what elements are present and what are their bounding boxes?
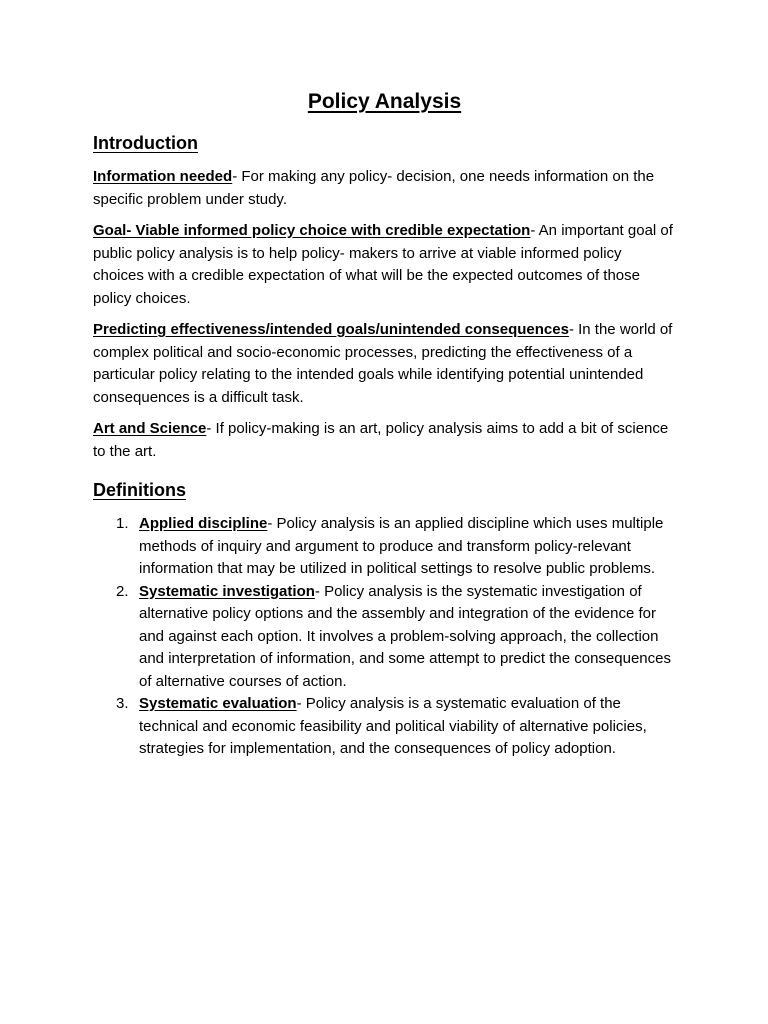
- definition-term: Systematic evaluation: [139, 695, 297, 712]
- definition-text: - Policy analysis is a systematic evaluation of the technical and economic feasibility and political viability of alternative policies, strategies for implementation, and the consequences of policy adoption.: [139, 695, 647, 757]
- intro-paragraph-goal: [93, 220, 676, 310]
- intro-paragraph-predicting: [93, 319, 676, 409]
- intro-term: Predicting effectiveness/intended goals/unintended consequences: [93, 321, 569, 338]
- definitions-list: [93, 513, 676, 761]
- definition-term: Applied discipline: [139, 515, 268, 532]
- intro-text: - An important goal of public policy analysis is to help policy- makers to arrive at viable informed policy choices with a credible expectation of what will be the expected outcomes of those policy choices.: [93, 222, 673, 307]
- intro-term: Goal- Viable informed policy choice with credible expectation: [93, 222, 531, 239]
- intro-text: - If policy-making is an art, policy analysis aims to add a bit of science to the art.: [93, 420, 669, 460]
- page-title: Policy Analysis: [307, 90, 462, 113]
- definition-item-systematic-investigation: [93, 581, 676, 694]
- intro-text: - In the world of complex political and socio-economic processes, predicting the effectiveness of a particular policy relating to the intended goals while identifying potential unintended consequences is a difficult task.: [93, 321, 673, 406]
- intro-text: - For making any policy- decision, one needs information on the specific problem under study.: [93, 168, 655, 208]
- definition-term: Systematic investigation: [139, 582, 315, 600]
- intro-term: Art and Science: [93, 420, 207, 437]
- intro-paragraph-art-and-science: [93, 418, 676, 463]
- definition-item-applied-discipline: [93, 513, 676, 581]
- introduction-heading: Introduction: [93, 133, 198, 153]
- definition-text: - Policy analysis is the systematic investigation of alternative policy options and the assembly and integration of the evidence for and against each option. It involves a problem-solving approach, the collection and interpretation of information, and some attempt to predict the consequences of alternative courses of action.: [139, 582, 671, 690]
- intro-paragraph-information-needed: [93, 166, 676, 211]
- definitions-heading: Definitions: [93, 480, 186, 500]
- list-number: 2.: [116, 582, 129, 600]
- list-number: 3.: [116, 695, 129, 712]
- list-number: 1.: [116, 515, 129, 532]
- definition-text: - Policy analysis is an applied discipline which uses multiple methods of inquiry and argument to produce and transform policy-relevant information that may be utilized in political settings to resolve public problems.: [139, 515, 664, 577]
- intro-term: Information needed: [93, 168, 233, 185]
- definition-item-systematic-evaluation: [93, 693, 676, 761]
